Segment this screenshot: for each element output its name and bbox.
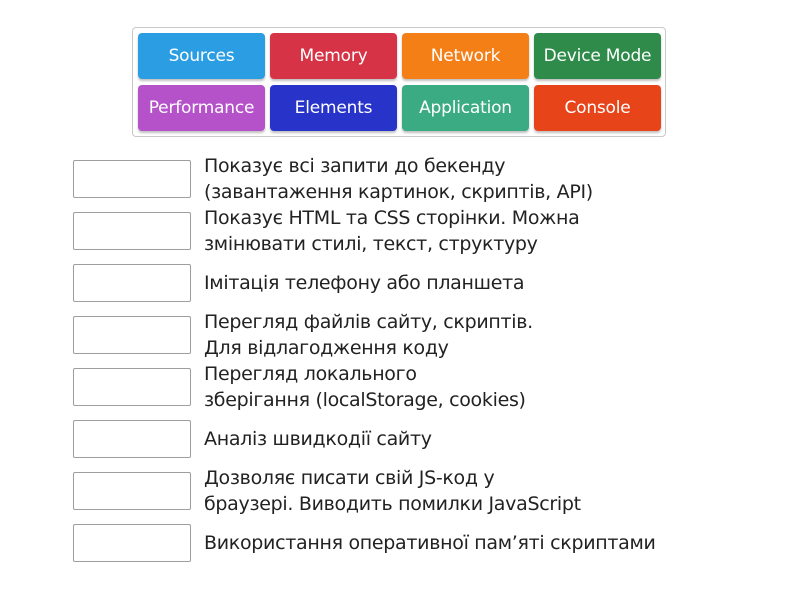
drop-slot[interactable] [73,472,191,510]
row-description [204,270,524,296]
description-line-2: змінювати стилі, текст, структуру [204,233,538,255]
drop-slot[interactable] [73,264,191,302]
description-line-1: Показує HTML та CSS сторінки. Можна [204,207,580,229]
description-line-1: Використання оперативної пам’яті скриптами [204,532,656,554]
match-row [73,420,773,462]
drop-slot[interactable] [73,524,191,562]
match-row [73,155,773,203]
drop-slot[interactable] [73,368,191,406]
match-row [73,524,773,566]
description-line-1: Перегляд локального [204,363,417,385]
description-line-1: Аналіз швидкодії сайту [204,428,432,450]
row-description [204,205,579,257]
word-bank [132,27,666,137]
drop-slot[interactable] [73,420,191,458]
tile-memory[interactable]: Memory [270,33,397,79]
match-row [73,467,773,515]
row-description [204,426,432,452]
tile-elements[interactable]: Elements [270,85,397,131]
row-description [204,309,533,361]
description-line-2: браузері. Виводить помилки JavaScript [204,493,581,515]
row-description [204,361,526,413]
tile-device-mode[interactable]: Device Mode [534,33,661,79]
tile-sources[interactable]: Sources [138,33,265,79]
description-line-1: Показує всі запити до бекенду [204,155,506,177]
drop-slot[interactable] [73,160,191,198]
tile-console[interactable]: Console [534,85,661,131]
drop-slot[interactable] [73,316,191,354]
tile-network[interactable]: Network [402,33,529,79]
description-line-2: Для відлагодження коду [204,337,449,359]
description-line-1: Перегляд файлів сайту, скриптів. [204,311,533,333]
match-row [73,207,773,255]
match-row [73,264,773,306]
row-description [204,153,593,205]
match-row [73,363,773,411]
description-line-1: Імітація телефону або планшета [204,272,525,294]
description-line-2: зберігання (localStorage, cookies) [204,389,526,411]
match-row [73,311,773,359]
description-line-2: (завантаження картинок, скриптів, API) [204,181,593,203]
row-description [204,465,581,517]
row-description [204,530,656,556]
description-line-1: Дозволяє писати свій JS-код у [204,467,495,489]
tile-performance[interactable]: Performance [138,85,265,131]
tile-application[interactable]: Application [402,85,529,131]
drop-slot[interactable] [73,212,191,250]
